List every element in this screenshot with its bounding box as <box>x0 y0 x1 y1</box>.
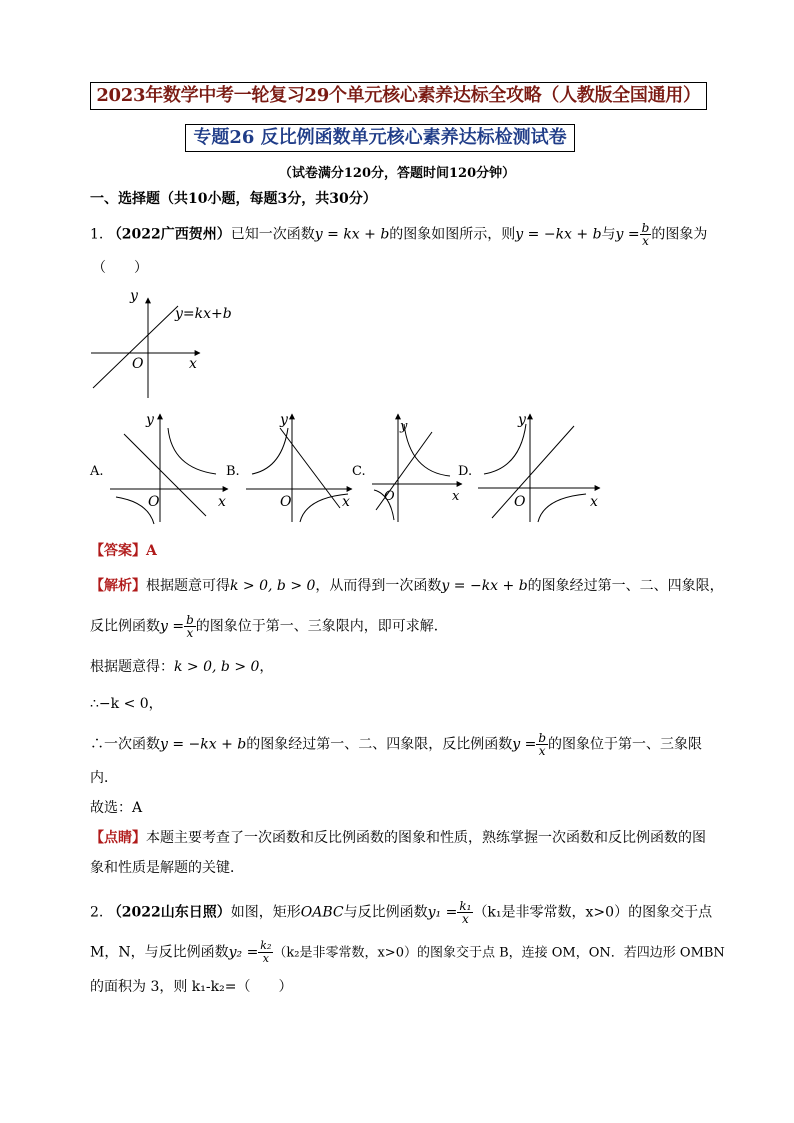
option-d-graph[interactable] <box>476 410 604 526</box>
given-linear-graph <box>88 292 248 402</box>
x-axis-label: x <box>189 356 197 372</box>
question-2-line-3: 的面积为 3，则 k₁-k₂=（ ） <box>90 979 293 995</box>
question-2-line-1: 2. （2022山东日照）如图，矩形OABC与反比例函数y₁ = $\frac{\text{k₁}}{x}$ （k₁是非零常数，x>0）的图象交于点 <box>90 899 713 926</box>
question-2-line-2: M，N，与反比例函数y₂ = $\frac{\text{k₂}}{x}$ （k₂是非零常数，x>0）的图象交于点 B，连接 OM，ON．若四边形 OMBN <box>90 939 725 965</box>
analysis-line-3: 根据题意得：k > 0, b > 0， <box>90 659 274 675</box>
option-b-graph[interactable] <box>244 410 356 526</box>
line-label: y=kx+b <box>175 306 232 322</box>
svg-text:y: y <box>518 412 526 428</box>
analysis-line-5: ∴一次函数y = −kx + b的图象经过第一、二、四象限，反比例函数y = $\frac{b}{x}$ 的图象位于第一、三象限 <box>90 731 703 758</box>
analysis-line-6: 内． <box>90 770 118 786</box>
option-d-label: D. <box>458 464 473 479</box>
analysis-line-4: ∴−k < 0， <box>90 696 163 712</box>
option-c-label: C. <box>352 464 366 479</box>
exam-note: （试卷满分120分，答题时间120分钟） <box>278 166 516 181</box>
option-b-label: B. <box>226 464 240 479</box>
analysis-line-1: 【解析】根据题意可得k > 0, b > 0，从而得到一次函数y = −kx + b的图象经过第一、二、四象限， <box>90 578 724 594</box>
svg-text:x: x <box>590 494 598 510</box>
section-heading: 一、选择题（共10小题，每题3分，共30分） <box>90 191 377 207</box>
svg-text:y: y <box>280 412 288 428</box>
svg-text:x: x <box>452 489 460 504</box>
svg-text:x: x <box>218 494 226 510</box>
svg-text:O: O <box>384 489 395 504</box>
svg-text:y: y <box>146 412 154 428</box>
y-axis-label: y <box>130 292 138 304</box>
svg-text:y: y <box>400 419 408 434</box>
document-title: 2023年数学中考一轮复习29个单元核心素养达标全攻略（人教版全国通用） <box>90 82 707 110</box>
origin-label: O <box>132 356 144 372</box>
svg-text:O: O <box>280 494 292 510</box>
svg-text:O: O <box>514 494 526 510</box>
analysis-line-7: 故选：A <box>90 800 143 816</box>
svg-text:x: x <box>342 494 350 510</box>
option-a-label: A. <box>90 464 104 479</box>
fraction-b-over-x: $\frac{b}{x}$ <box>641 221 650 248</box>
question-number: 1. <box>90 226 104 243</box>
answer-parentheses: （ ） <box>92 260 148 276</box>
comment-line-2: 象和性质是解题的关键． <box>90 860 244 876</box>
question-source: （2022广西贺州） <box>107 226 231 243</box>
line-y-kx-b <box>93 306 178 388</box>
analysis-line-2: 反比例函数y = $\frac{b}{x}$ 的图象位于第一、三象限内，即可求解． <box>90 613 448 640</box>
comment-line-1: 【点睛】本题主要考查了一次函数和反比例函数的图象和性质，熟练掌握一次函数和反比例函数的图 <box>90 830 706 846</box>
question-1-stem: 1. （2022广西贺州）已知一次函数y = kx + b的图象如图所示，则y = −kx + b与y = $\frac{b}{x}$ 的图象为 <box>90 221 708 248</box>
answer-label: 【答案】A <box>90 543 157 559</box>
option-c-graph[interactable] <box>370 410 466 526</box>
svg-text:O: O <box>148 494 160 510</box>
document-subtitle: 专题26 反比例函数单元核心素养达标检测试卷 <box>185 124 575 152</box>
option-a-graph[interactable] <box>108 410 232 526</box>
